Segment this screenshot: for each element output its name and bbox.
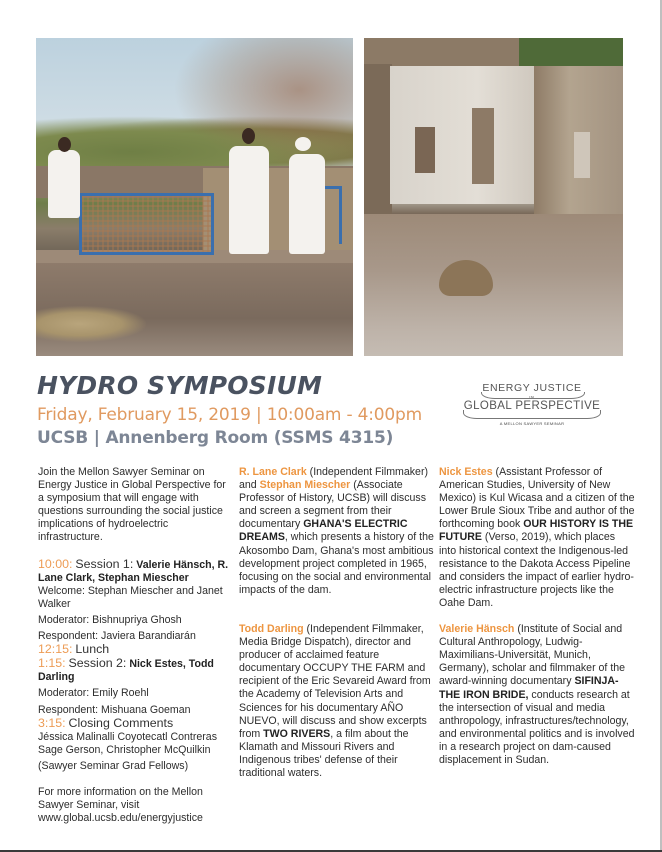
bio-text: (Independent Filmmaker) and <box>239 466 429 492</box>
photo-window <box>574 132 590 178</box>
bio-clark-miescher <box>239 466 435 597</box>
schedule-label: Closing Comments <box>68 715 174 730</box>
bio-text: conducts research at the intersection of visual and media anthropology, infrastructures/technology, and environmental politics and is involved in a research project on dam-caused displacement in Sudan. <box>439 688 635 766</box>
photo-flooded-building <box>364 38 623 356</box>
photo-person-head <box>242 128 255 144</box>
bio-darling <box>239 623 435 780</box>
schedule-speakers: Nick Estes, Todd Darling <box>38 658 214 684</box>
event-venue: UCSB | Annenberg Room (SSMS 4315) <box>37 428 394 448</box>
film-title: TWO RIVERS <box>263 727 331 740</box>
schedule-label: Session 2: <box>68 656 127 671</box>
more-info-url[interactable]: www.global.ucsb.edu/energyjustice <box>38 812 203 825</box>
photo-person <box>229 146 269 254</box>
more-info-text: For more information on the Mellon Sawyer Seminar, visit <box>38 785 203 812</box>
schedule-detail: Welcome: Stephan Miescher and Janet Walker <box>38 584 223 610</box>
speaker-name: R. Lane Clark <box>239 466 307 478</box>
photo-window <box>415 127 435 173</box>
film-title: GHANA'S ELECTRIC DREAMS <box>239 518 408 544</box>
photo-person <box>289 154 325 254</box>
photo-fence <box>79 193 214 255</box>
logo-in: IN <box>529 395 535 400</box>
column-bios-2 <box>439 466 635 780</box>
speaker-name: Nick Estes <box>439 466 493 478</box>
photo-person-turban <box>295 137 311 151</box>
logo-subtitle: A MELLON SAWYER SEMINAR <box>499 421 565 426</box>
photo-building-top <box>364 38 519 66</box>
schedule-item <box>38 717 234 773</box>
speaker-name: Todd Darling <box>239 622 304 635</box>
schedule-time: 1:15: <box>38 656 66 671</box>
bio-text: (Assistant Professor of American Studies, University of New Mexico) is Kul Wicasa and a citizen of the Lower Brule Sioux Tribe and author of the forthcoming book <box>439 466 635 531</box>
schedule-item <box>38 657 234 716</box>
photo-straw <box>36 306 146 342</box>
bio-text: (Associate Professor of History, UCSB) will discuss and screen a segment from their documentary <box>239 479 426 531</box>
schedule-detail: Moderator: Emily Roehl <box>38 687 149 700</box>
event-title: HYDRO SYMPOSIUM <box>37 371 323 400</box>
logo-line-1: ENERGY JUSTICE <box>482 382 582 394</box>
bio-text: (Institute of Social and Cultural Anthropology, Ludwig-Maximilians-Universität, Munich, Germany), scholar and filmmaker of the award-winning documentary <box>439 623 626 688</box>
column-schedule <box>38 466 234 825</box>
schedule-time: 12:15: <box>38 642 73 657</box>
schedule-time: 10:00: <box>38 556 73 571</box>
schedule-item <box>38 643 234 657</box>
bio-text: , which presents a history of the Akosombo Dam, Ghana's most ambitious development project completed in 1965, focusing on the social and environmental impacts of the dam. <box>239 531 434 596</box>
book-title: OUR HISTORY IS THE FUTURE <box>439 518 634 544</box>
schedule-detail: Jéssica Malinalli Coyotecatl Contreras <box>38 730 217 743</box>
photo-building-wall <box>364 64 392 214</box>
intro-text: Join the Mellon Sawyer Seminar on Energy Justice in Global Perspective for a symposium that will engage with questions surrounding the social justice implications of hydroelectric infrastructure. <box>38 466 226 544</box>
photo-building-white-wall <box>390 66 536 204</box>
logo-line-2: GLOBAL PERSPECTIVE <box>463 400 601 412</box>
photo-men-at-fence <box>36 38 353 356</box>
film-title: SIFINJA-THE IRON BRIDE, <box>439 675 619 701</box>
schedule-detail: (Sawyer Seminar Grad Fellows) <box>38 759 189 772</box>
schedule-time: 3:15: <box>38 715 66 730</box>
event-date-time: Friday, February 15, 2019 | 10:00am - 4:00pm <box>37 405 422 425</box>
photo-floodwater <box>364 214 623 356</box>
column-bios-1 <box>239 466 435 793</box>
bio-haensch <box>439 623 635 767</box>
photo-person <box>48 150 80 218</box>
schedule-item <box>38 558 234 644</box>
seminar-logo <box>463 380 601 438</box>
logo-arc <box>481 392 585 399</box>
schedule-label: Session 1: <box>75 556 134 571</box>
schedule-label: Lunch <box>75 642 110 657</box>
logo-arc <box>463 410 601 419</box>
schedule-detail: Respondent: Mishuana Goeman <box>38 703 191 716</box>
bio-text: , a film about the Klamath and Missouri Rivers and Indigenous tribes' defense of their traditional waters. <box>239 727 409 779</box>
bio-estes <box>439 466 635 610</box>
schedule-detail: Moderator: Bishnupriya Ghosh <box>38 613 182 626</box>
schedule-detail: Sage Gerson, Christopher McQuilkin <box>38 743 211 756</box>
photo-doorway <box>472 108 494 184</box>
speaker-name: Stephan Miescher <box>259 479 351 492</box>
schedule-speakers: Valerie Hänsch, R. Lane Clark, Stephan Miescher <box>38 558 229 584</box>
speaker-name: Valerie Hänsch <box>439 623 515 636</box>
bio-text: (Independent Filmmaker, Media Bridge Dispatch), director and producer of acclaimed feature documentary OCCUPY THE FARM and recipient of the Eric Sevareid Award from the Academy of Television Arts and Sciences for his documentary AÑO NUEVO, will discuss and show excerpts from <box>239 622 431 740</box>
schedule-detail: Respondent: Javiera Barandiarán <box>38 630 196 643</box>
photo-person-head <box>58 137 71 152</box>
bio-text: (Verso, 2019), which places into historical context the Indigenous-led resistance to the Dakota Access Pipeline and considers the impact of earlier hydro-electric infrastructure projects like the Oahe Dam. <box>439 531 634 609</box>
